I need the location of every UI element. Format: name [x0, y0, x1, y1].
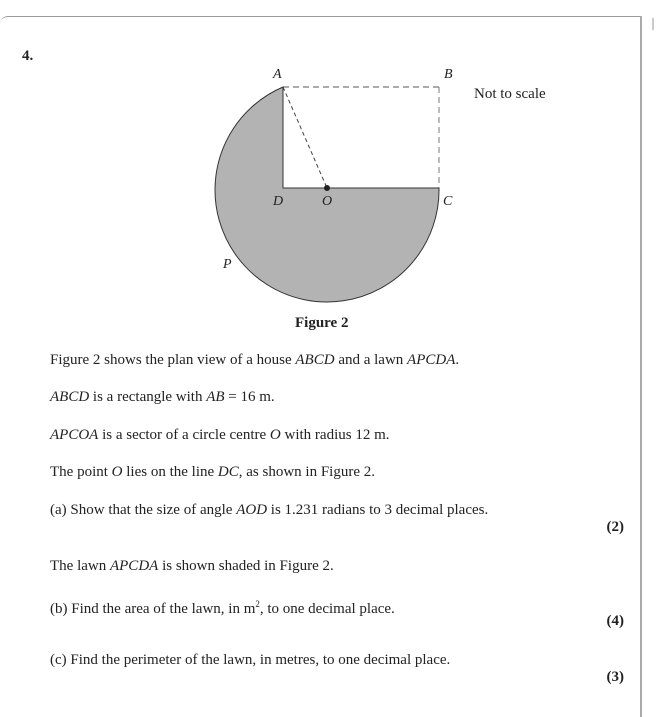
- intro-text: [50, 351, 459, 369]
- marks-a: (2): [606, 519, 624, 535]
- text-segment: (b) Find the area of the lawn, in m: [50, 601, 256, 617]
- marks-c: (3): [606, 669, 624, 685]
- text-segment: ABCD: [295, 352, 335, 368]
- text-segment: APCDA: [109, 558, 159, 574]
- text-segment: is a sector of a circle centre: [98, 427, 270, 443]
- part-a-text: [50, 501, 488, 519]
- text-segment: lies on the line: [122, 464, 218, 480]
- radius-oa: [283, 87, 327, 188]
- question-number: 4.: [22, 48, 34, 64]
- text-segment: (c) Find the perimeter of the lawn, in metres, to one decimal place.: [50, 652, 451, 668]
- text-segment: AB: [206, 389, 225, 405]
- text-segment: , as shown in Figure 2.: [238, 464, 375, 480]
- text-segment: and a lawn: [334, 352, 408, 368]
- text-segment: is a rectangle with: [89, 389, 207, 405]
- part-c-text: [50, 651, 450, 669]
- label-p: P: [223, 257, 232, 272]
- text-segment: APCDA: [407, 352, 456, 368]
- text-segment: , to one decimal place.: [259, 601, 395, 617]
- label-c: C: [443, 194, 453, 209]
- text-segment: (a) Show that the size of angle: [50, 502, 237, 518]
- not-to-scale-note: Not to scale: [474, 86, 546, 102]
- text-segment: O: [111, 464, 123, 480]
- text-segment: = 16 m.: [224, 389, 275, 405]
- label-o: O: [322, 194, 333, 209]
- marks-b: (4): [606, 613, 624, 629]
- rectangle-text: [50, 388, 275, 406]
- text-segment: Figure 2 shows the plan view of a house: [50, 352, 296, 368]
- text-segment: .: [455, 352, 460, 368]
- text-segment: O: [269, 427, 281, 443]
- text-segment: AOD: [236, 502, 268, 518]
- point-o-text: [50, 463, 375, 481]
- text-segment: is 1.231 radians to 3 decimal places.: [267, 502, 489, 518]
- text-segment: The point: [50, 464, 112, 480]
- text-segment: 2: [255, 599, 260, 609]
- text-segment: DC: [217, 464, 239, 480]
- centre-point-o: [324, 185, 330, 191]
- label-d: D: [273, 194, 284, 209]
- lawn-text: [50, 557, 334, 575]
- part-b-text: [50, 595, 395, 618]
- text-segment: The lawn: [50, 558, 110, 574]
- label-b: B: [444, 67, 453, 82]
- text-segment: APCOA: [50, 427, 99, 443]
- figure-caption: Figure 2: [295, 315, 349, 331]
- label-a: A: [273, 67, 282, 82]
- text-segment: ABCD: [50, 389, 90, 405]
- text-segment: is shown shaded in Figure 2.: [158, 558, 334, 574]
- sector-text: [50, 426, 390, 444]
- text-segment: with radius 12 m.: [280, 427, 390, 443]
